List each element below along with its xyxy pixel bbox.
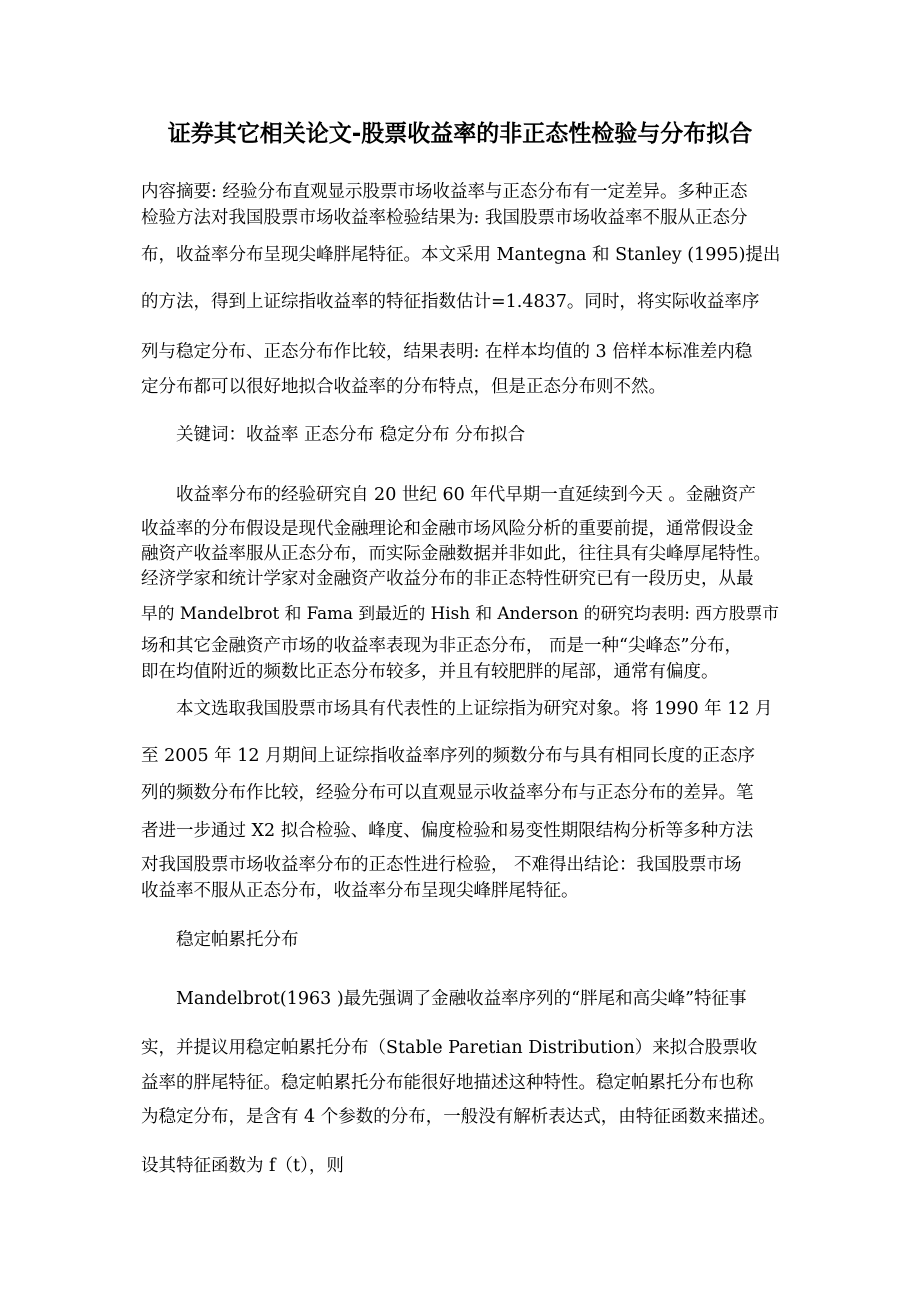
section-heading: 稳定帕累托分布: [176, 930, 299, 950]
study-line: 至 2005 年 12 月期间上证综指收益率序列的频数分布与具有相同长度的正态序: [141, 746, 756, 766]
intro-line: 融资产收益率服从正态分布，而实际金融数据并非如此，往往具有尖峰厚尾特性。: [141, 544, 771, 564]
intro-line: 收益率分布的经验研究自 20 世纪 60 年代早期一直延续到今天 。金融资产: [176, 485, 756, 505]
abstract-line: 的方法，得到上证综指收益率的特征指数估计=1.4837。同时，将实际收益率序: [141, 292, 760, 312]
abstract-line: 列与稳定分布、正态分布作比较，结果表明: 在样本均值的 3 倍样本标准差内稳: [141, 342, 753, 362]
study-line: 本文选取我国股票市场具有代表性的上证综指为研究对象。将 1990 年 12 月: [176, 699, 773, 719]
abstract-line: 检验方法对我国股票市场收益率检验结果为: 我国股票市场收益率不服从正态分: [141, 208, 748, 228]
study-line: 对我国股票市场收益率分布的正态性进行检验， 不难得出结论：我国股票市场: [141, 855, 742, 875]
intro-line: 场和其它金融资产市场的收益率表现为非正态分布， 而是一种“尖峰态”分布，: [141, 636, 742, 656]
document-title: 证券其它相关论文-股票收益率的非正态性检验与分布拟合: [167, 121, 753, 147]
study-line: 者进一步通过 X2 拟合检验、峰度、偏度检验和易变性期限结构分析等多种方法: [141, 821, 754, 841]
study-line: 收益率不服从正态分布，收益率分布呈现尖峰胖尾特征。: [141, 881, 579, 901]
section-line: 益率的胖尾特征。稳定帕累托分布能很好地描述这种特性。稳定帕累托分布也称: [141, 1073, 754, 1093]
intro-line: 收益率的分布假设是现代金融理论和金融市场风险分析的重要前提，通常假设金: [141, 519, 754, 539]
section-line: 实，并提议用稳定帕累托分布（Stable Paretian Distribution）来拟合股票收: [141, 1038, 758, 1058]
section-line: 为稳定分布，是含有 4 个参数的分布，一般没有解析表达式，由特征函数来描述。: [141, 1107, 776, 1127]
keywords-line: 关键词：收益率 正态分布 稳定分布 分布拟合: [176, 425, 526, 445]
section-line: Mandelbrot(1963 )最先强调了金融收益率序列的“胖尾和高尖峰”特征事: [176, 989, 747, 1009]
abstract-line: 定分布都可以很好地拟合收益率的分布特点，但是正态分布则不然。: [141, 377, 666, 397]
intro-line: 经济学家和统计学家对金融资产收益分布的非正态特性研究已有一段历史，从最: [141, 569, 754, 589]
abstract-line: 内容摘要: 经验分布直观显示股票市场收益率与正态分布有一定差异。多种正态: [141, 182, 748, 202]
section-line: 设其特征函数为 f（t），则: [141, 1156, 344, 1176]
intro-line: 即在均值附近的频数比正态分布较多，并且有较肥胖的尾部，通常有偏度。: [141, 662, 719, 682]
intro-line: 早的 Mandelbrot 和 Fama 到最近的 Hish 和 Anderson 的研究均表明: 西方股票市: [141, 603, 779, 623]
abstract-line: 布，收益率分布呈现尖峰胖尾特征。本文采用 Mantegna 和 Stanley (1995)提出: [141, 245, 781, 265]
study-line: 列的频数分布作比较，经验分布可以直观显示收益率分布与正态分布的差异。笔: [141, 783, 754, 803]
